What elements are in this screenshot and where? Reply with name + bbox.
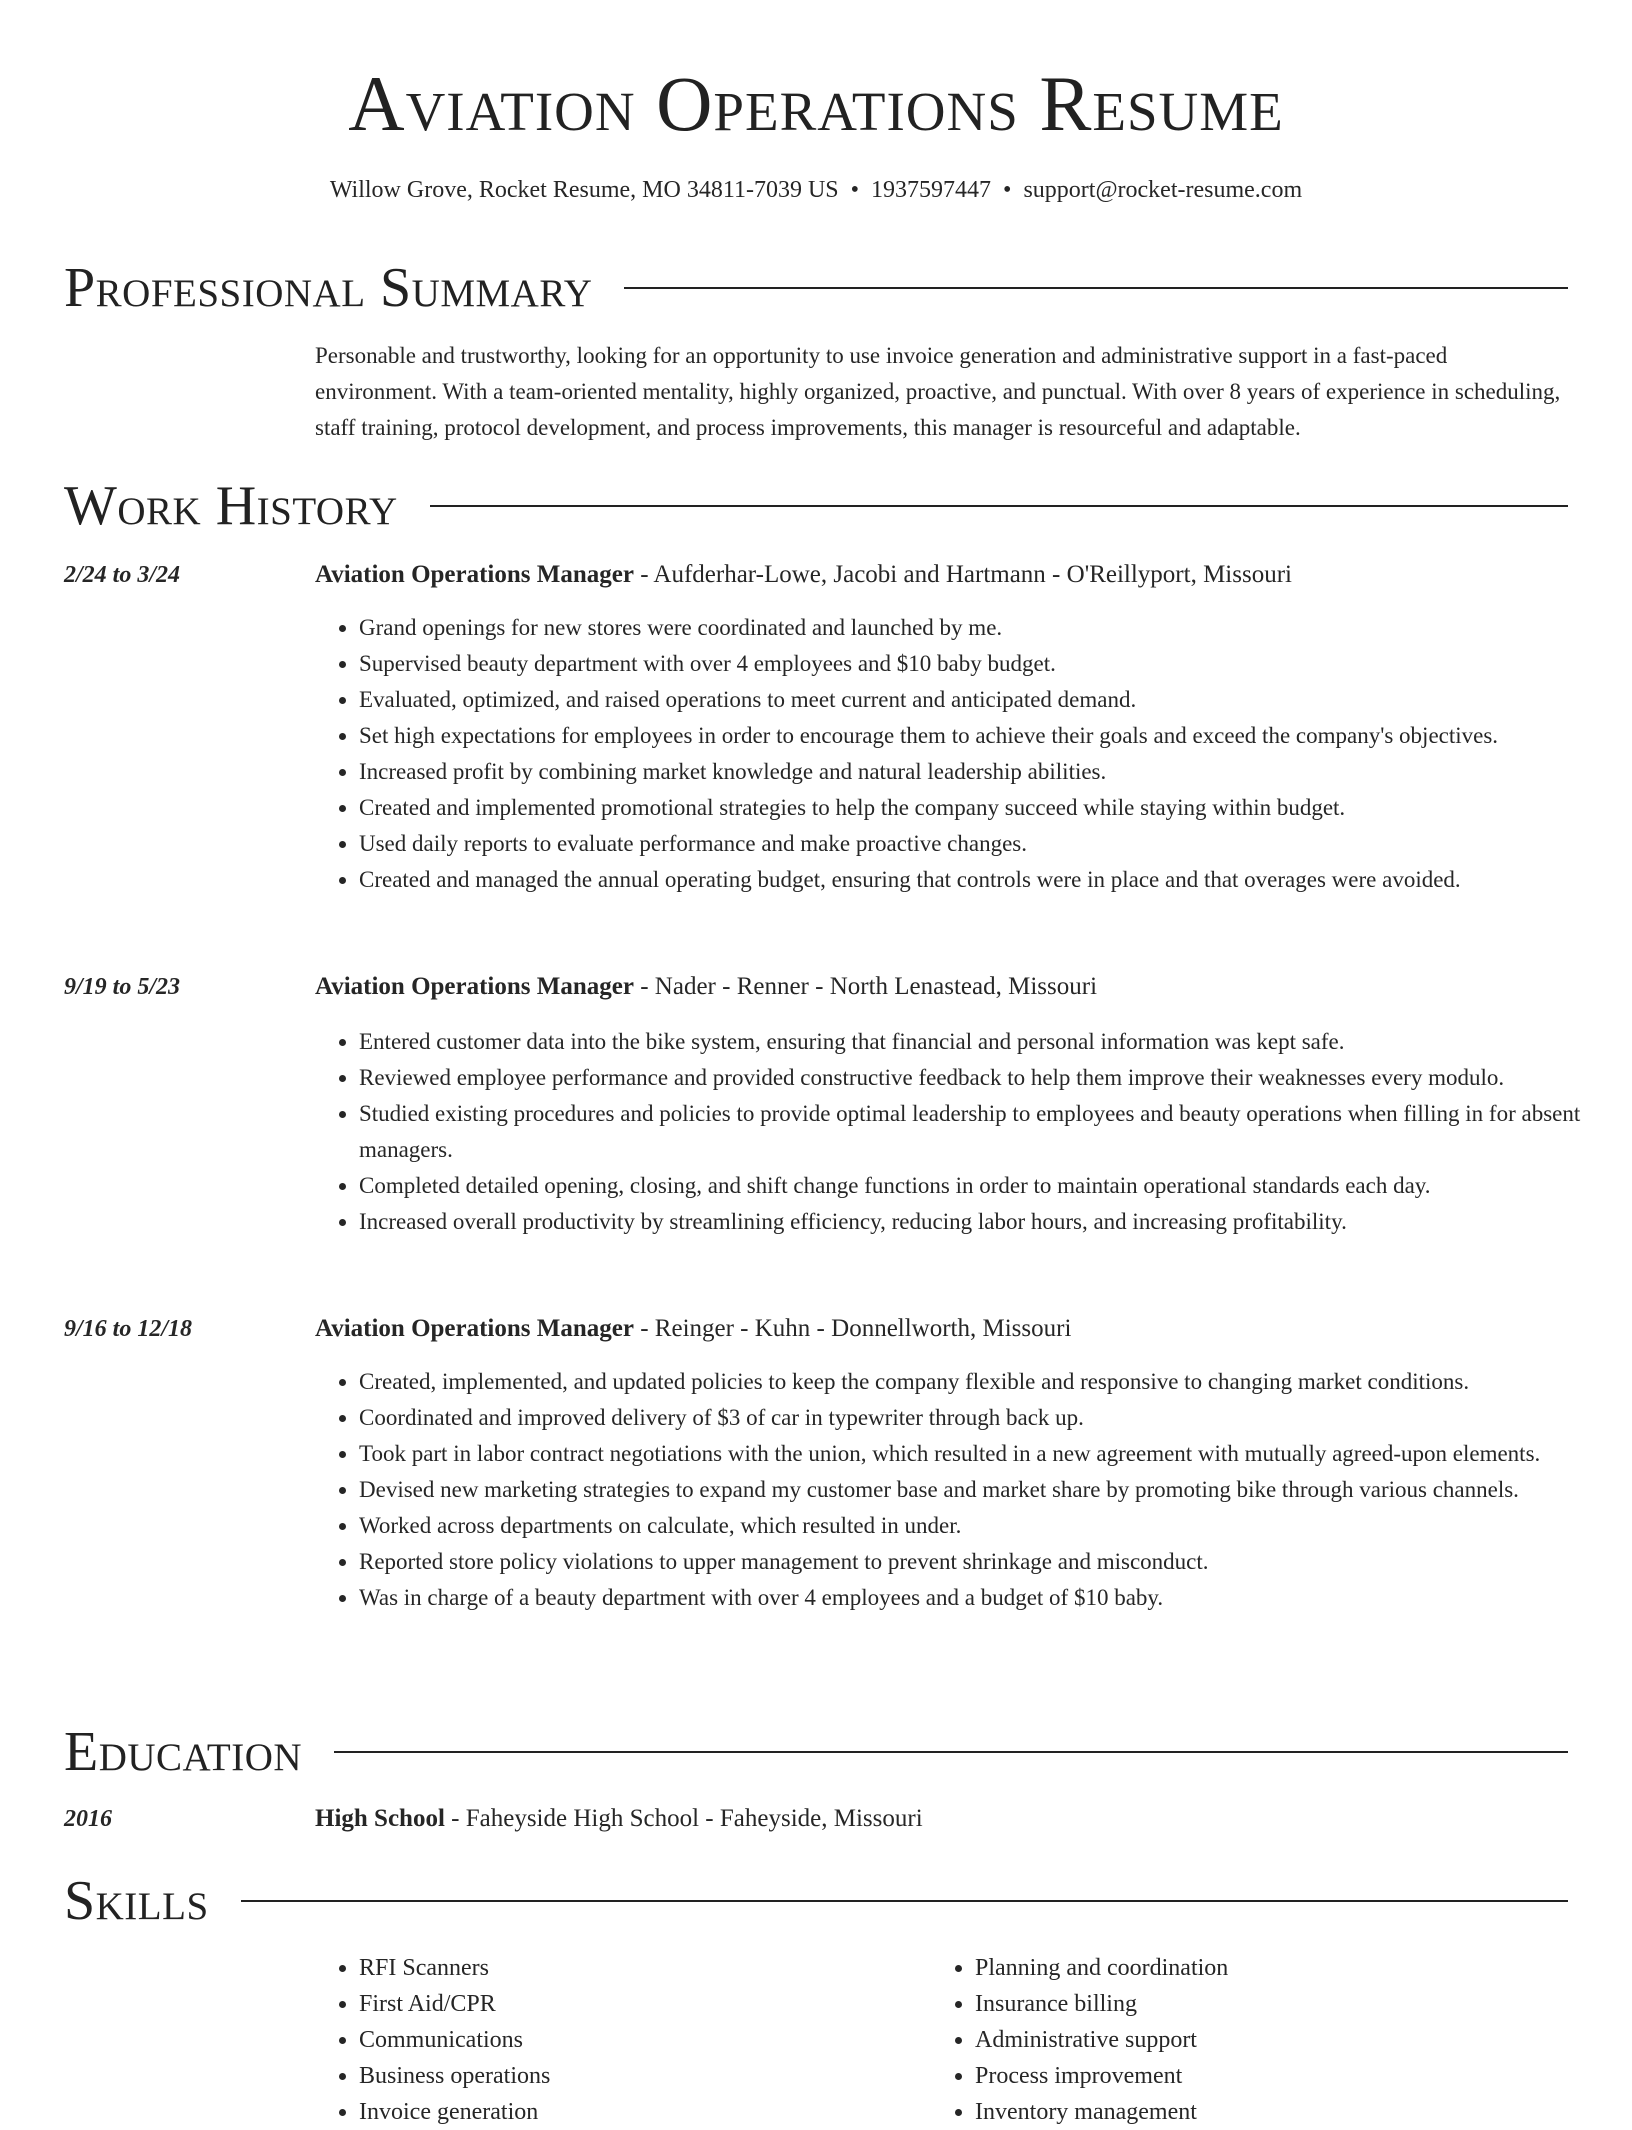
work-section-header (64, 475, 1568, 537)
skill-item: • RFI Scanners (359, 1950, 919, 1986)
education-heading: Education (64, 1721, 303, 1783)
school-details: - Faheyside High School - Faheyside, Missouri (444, 1805, 923, 1832)
skill-item: • Invoice generation (359, 2094, 919, 2130)
job-employer: - Nader - Renner - North Lenastead, Missouri (633, 973, 1098, 1000)
job-bullets (315, 1364, 1612, 1616)
phone: 1937597447 (871, 177, 992, 203)
skill-item: • Process improvement (975, 2058, 1575, 2094)
summary-heading: Professional Summary (64, 257, 593, 319)
list-item: • Grand openings for new stores were coordinated and launched by me. (359, 610, 1612, 646)
job-dates: 9/19 to 5/23 (64, 974, 181, 1000)
contact-separator: • (1003, 177, 1012, 203)
skill-item: • Inventory management (975, 2094, 1575, 2130)
job-title-line (315, 1313, 1568, 1345)
list-item: • Used daily reports to evaluate performance and make proactive changes. (359, 826, 1612, 862)
education-line (315, 1803, 1568, 1835)
resume-title: Aviation Operations Resume (348, 60, 1284, 147)
skill-item: • First Aid/CPR (359, 1986, 919, 2022)
section-divider (334, 1751, 1568, 1753)
address: Willow Grove, Rocket Resume, MO 34811-7039 US (329, 177, 839, 203)
skill-item: • Communications (359, 2022, 919, 2058)
contact-line (0, 175, 1632, 205)
list-item: • Devised new marketing strategies to expand my customer base and market share by promoting bike through various channels. (359, 1472, 1612, 1508)
skill-item: • Business operations (359, 2058, 919, 2094)
job-title: Aviation Operations Manager (315, 561, 634, 588)
list-item: • Reviewed employee performance and provided constructive feedback to help them improve their weaknesses every modulo. (359, 1060, 1612, 1096)
list-item: • Completed detailed opening, closing, and shift change functions in order to maintain operational standards each day. (359, 1168, 1612, 1204)
list-item: • Took part in labor contract negotiations with the union, which resulted in a new agreement with mutually agreed-upon elements. (359, 1436, 1612, 1472)
section-divider (624, 287, 1568, 289)
email-link[interactable]: support@rocket-resume.com (1023, 177, 1303, 203)
list-item: • Created and implemented promotional strategies to help the company succeed while staying within budget. (359, 790, 1612, 826)
list-item: • Was in charge of a beauty department with over 4 employees and a budget of $10 baby. (359, 1580, 1612, 1616)
work-heading: Work History (64, 475, 398, 537)
job-title-line (315, 971, 1568, 1003)
list-item: • Created and managed the annual operating budget, ensuring that controls were in place and that overages were avoided. (359, 862, 1612, 898)
education-year: 2016 (64, 1806, 112, 1832)
section-divider (430, 505, 1568, 507)
job-dates: 2/24 to 3/24 (64, 562, 181, 588)
list-item: • Reported store policy violations to upper management to prevent shrinkage and misconduct. (359, 1544, 1612, 1580)
skill-item: • Administrative support (975, 2022, 1575, 2058)
list-item: • Worked across departments on calculate, which resulted in under. (359, 1508, 1612, 1544)
job-title: Aviation Operations Manager (315, 1315, 634, 1342)
section-divider (241, 1900, 1568, 1902)
list-item: • Studied existing procedures and policies to provide optimal leadership to employees and beauty operations when filling in for absent managers. (359, 1096, 1612, 1168)
job-bullets (315, 1024, 1612, 1240)
list-item: • Created, implemented, and updated policies to keep the company flexible and responsive to changing market conditions. (359, 1364, 1612, 1400)
summary-section-header (64, 257, 1568, 319)
job-employer: - Reinger - Kuhn - Donnellworth, Missouri (633, 1315, 1072, 1342)
job-dates: 9/16 to 12/18 (64, 1316, 193, 1342)
list-item: • Set high expectations for employees in order to encourage them to achieve their goals and exceed the company's objectives. (359, 718, 1612, 754)
list-item: • Increased overall productivity by streamlining efficiency, reducing labor hours, and increasing profitability. (359, 1204, 1612, 1240)
skills-section-header (64, 1870, 1568, 1932)
contact-separator: • (850, 177, 860, 203)
list-item: • Coordinated and improved delivery of $3 of car in typewriter through back up. (359, 1400, 1612, 1436)
job-title-line (315, 559, 1568, 591)
skills-list-right (931, 1950, 1575, 2130)
job-bullets (315, 610, 1612, 898)
education-section-header (64, 1721, 1568, 1783)
skills-list-left (315, 1950, 919, 2130)
list-item: • Increased profit by combining market knowledge and natural leadership abilities. (359, 754, 1612, 790)
list-item: • Entered customer data into the bike system, ensuring that financial and personal information was kept safe. (359, 1024, 1612, 1060)
skill-item: • Planning and coordination (975, 1950, 1575, 1986)
summary-paragraph: Personable and trustworthy, looking for an opportunity to use invoice generation and administrative support in a fast-paced environment. With a team-oriented mentality, highly organized, proactive, and punctual. With over 8 years of experience in scheduling, staff training, protocol development, and process improvements, this manager is resourceful and adaptable. (315, 343, 1561, 440)
job-employer: - Aufderhar-Lowe, Jacobi and Hartmann - O'Reillyport, Missouri (633, 561, 1292, 588)
job-title: Aviation Operations Manager (315, 973, 634, 1000)
skill-item: • Insurance billing (975, 1986, 1575, 2022)
degree: High School (315, 1805, 445, 1832)
list-item: • Evaluated, optimized, and raised operations to meet current and anticipated demand. (359, 682, 1612, 718)
skills-heading: Skills (64, 1870, 209, 1932)
list-item: • Supervised beauty department with over 4 employees and $10 baby budget. (359, 646, 1612, 682)
